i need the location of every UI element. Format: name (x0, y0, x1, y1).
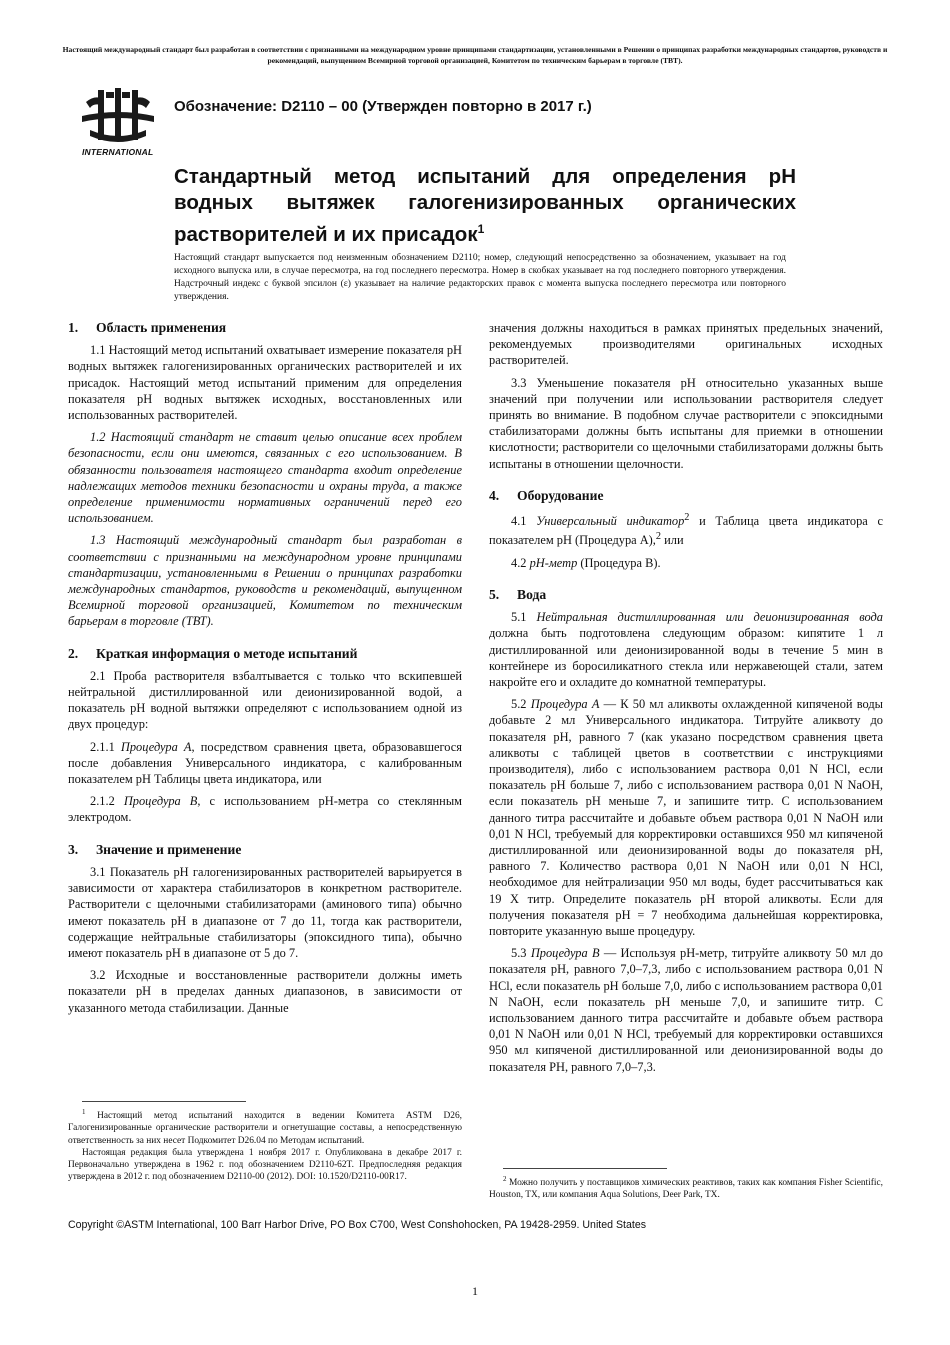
intro-paragraph: Настоящий стандарт выпускается под неизменным обозначением D2110; номер, следующий непосредственно за обозначением, указывает на год исходного выпуска или, в случае пересмотра, на год последнего пересмотра. Номер в скобках указывает на год последнего повторного утверждения. Надстрочный индекс с буквой эпсилон (ε) указывает на наличие редакторских правок с момента выпуска последнего пересмотра или повторного утверждения. (174, 253, 786, 302)
astm-logo (76, 86, 160, 162)
page-title (174, 164, 796, 248)
footnote-divider (82, 1101, 246, 1102)
footnotes-right (489, 1164, 883, 1202)
paragraph-3-2: 3.2 Исходные и восстановленные растворители должны иметь показатели pH в пределах данных диапазонов, в зависимости от указанного метода стабилизации. Данные (68, 968, 462, 1015)
page-number: 1 (472, 1284, 478, 1298)
title-footnote-mark: 1 (477, 222, 485, 236)
footnote-1: $^1$ Настоящий метод испытаний находится в ведении Комитета ASTM D26, Галогенизированные органические растворители и огнетушащие составы, а непосредственную ответственность за них несет Подкомитет D26.04 по Методам испытаний. (68, 1108, 463, 1146)
paragraph-1-3: 1.3 Настоящий международный стандарт был разработан в соответствии с признанными на международном уровне принципами стандартизации, установленными в Решении о принципах разработки международных стандартов, руководств и рекомендаций, выпущенном Всемирной торговой организацией, Комитетом по техническим барьерам в торговле (ТВТ). (68, 533, 462, 629)
footnotes-left (68, 1097, 462, 1183)
paragraph-1-2: 1.2 Настоящий стандарт не ставит целью описание всех проблем безопасности, если они имеются, связанных с его использованием. В обязанности пользователя настоящего стандарта входит определение надлежащих методов техники безопасности и охраны труда, а также определение применимости нормативных ограничений перед его использованием. (68, 430, 462, 526)
paragraph-3-1: 3.1 Показатель pH галогенизированных растворителей варьируется в зависимости от характера стабилизаторов в конкретном растворителе. Растворители с щелочными стабилизаторами (аминового типа) обычно имеют показатель pH в диапазоне от 7 до 11, тогда как растворители, содержащие нейтральные стабилизаторы (эпоксидного типа), обычно имеют показатель pH в диапазоне от 5 до 7. (68, 864, 462, 960)
left-column (68, 318, 462, 1022)
footnote-2: $^2$ Можно получить у поставщиков химических реактивов, таких как компания Fisher Scientific, Houston, TX, или компания Aqua Solutions, Deer Park, TX. (489, 1175, 883, 1201)
logo-subtext: INTERNATIONAL (82, 147, 154, 157)
paragraph-4-2: 4.2 pH-метр (Процедура B). (511, 555, 661, 570)
footnote-1b: Настоящая редакция была утверждена 1 ноября 2017 г. Опубликована в декабре 2017 г. Первоначально утверждена в 1962 г. под обозначением D2110-62T. Предпоследняя редакция утверждена в 2012 г. под обозначением D2110-00 (2012). DOI: 10.1520/D2110-00R17. (68, 1147, 462, 1183)
copyright-line: Copyright ©ASTM International, 100 Barr Harbor Drive, PO Box C700, West Conshohocken, PA 19428-2959. United States (68, 1219, 647, 1231)
section-4-heading: 4. Оборудование (489, 487, 604, 503)
paragraph-2-1: 2.1 Проба растворителя взбалтывается с только что вскипевшей нейтральной дистиллированной или деионизированной водой, а показатель pH водной вытяжки определяют с использованием одной из двух процедур: (68, 668, 462, 732)
paragraph-5-3: 5.3 Процедура B — Используя pH-метр, титруйте аликвоту 50 мл до показателя pH, равного 7,0–7,3, либо с использованием раствора 0,01 N HCl, если показатель pH больше 7,0, либо с использованием раствора 0,01 N NaOH, если показатель pH меньше 7,0, и запишите титр. С использованием данного титра рассчитайте и добавьте объем раствора 0,01 N NaOH или 0,01 N HCl, требуемый для корректировки оставшихся 950 мл кипяченой дистиллированной или деионизированной воды до показателя PH, равного 7,0–7,3. (489, 946, 884, 1074)
paragraph-3-2-continued: значения должны находиться в рамках принятых предельных значений, рекомендуемых производителями оригинальных исходных растворителей. (489, 321, 883, 368)
right-column (489, 320, 883, 1081)
section-3-heading: 3. Значение и применение (68, 841, 242, 857)
paragraph-1-1: 1.1 Настоящий метод испытаний охватывает измерение показателя pH водных вытяжек галогенизированных органических растворителей и их присадок. Настоящий метод испытаний применим для определения показателя pH водных вытяжек исходных, восстановленных или использованных растворителей. (68, 343, 462, 423)
paragraph-5-2: 5.2 Процедура A — К 50 мл аликвоты охлажденной кипяченой воды добавьте 2 мл Универсального индикатора. Титруйте аликвоту до показателя pH, равного 7 (как указано посредством сравнения цвета аликвоты с таблицей цветов в соответствии с инструкциями производителя), либо с использованием раствора 0,01 N HCl, если показатель pH больше 7, либо с использованием раствора 0,01 N NaOH, если показатель pH меньше 7, и запишите титр. С использованием данного титра рассчитайте и добавьте объем раствора 0,01 N NaOH или 0,01 N HCl, требуемый для корректировки оставшихся 950 мл кипяченой дистиллированной или деионизированной воды до показателя pH, равного 7. Количество раствора 0,01 N NaOH или 0,01 N HCl, необходимое для нейтрализации 950 мл воды, будет рассчитываться как 19 X титр. Определите показатель pH второй аликвоты. Если для получения показателя pH = 7 необходима дальнейшая корректировка, повторите указанную выше процедуру. (489, 697, 883, 938)
section-5-heading: 5. Вода (489, 586, 547, 602)
section-1-heading: 1. Область применения (68, 320, 227, 335)
paragraph-4-1: 4.1 Универсальный индикатор$^2$ и Таблица цвета индикатора с показателем pH (Процедура A),$^2$ или (489, 512, 883, 548)
paragraph-2-1-2: 2.1.2 Процедура B, с использованием pH-метра со стеклянным электродом. (68, 794, 462, 825)
title-text: Стандартный метод испытаний для определения pH водных вытяжек галогенизированных органических растворителей и их присадок (174, 165, 796, 246)
section-2-heading: 2. Краткая информация о методе испытаний (68, 645, 358, 661)
paragraph-2-1-1: 2.1.1 Процедура A, посредством сравнения цвета, образовавшегося после добавления Универсального индикатора, с калиброванным показателем pH Таблицы цвета индикатора, или (68, 739, 462, 787)
paragraph-5-1: 5.1 Нейтральная дистиллированная или деионизированная вода должна быть подготовлена следующим образом: кипятите 1 л дистиллированной или деионизированной воды в течение 5 мин в контейнере из боросиликатного стекла или нержавеющей стали, затем накройте его и охладите до комнатной температуры. (489, 610, 883, 689)
designation: Обозначение: D2110 – 00 (Утвержден повторно в 2017 г.) (174, 98, 592, 115)
standards-notice: Настоящий международный стандарт был разработан в соответствии с признанными на международном уровне принципами стандартизации, установленными в Решении о принципах разработки международных стандартов, руководств и рекомендаций, выпущенном Всемирной торговой организацией, Комитетом по техническим барьерам в торговле (ТВТ). (62, 45, 888, 65)
footnote-divider-right (503, 1168, 667, 1169)
paragraph-3-3: 3.3 Уменьшение показателя pH относительно указанных выше значений при получении или использовании растворителя следует принять во внимание. В подобном случае растворители с эпоксидными стабилизаторами должны быть испытаны для приемки в отношении кислотности; растворители со щелочными стабилизаторами должны быть испытаны в отношении щелочности. (489, 375, 883, 471)
